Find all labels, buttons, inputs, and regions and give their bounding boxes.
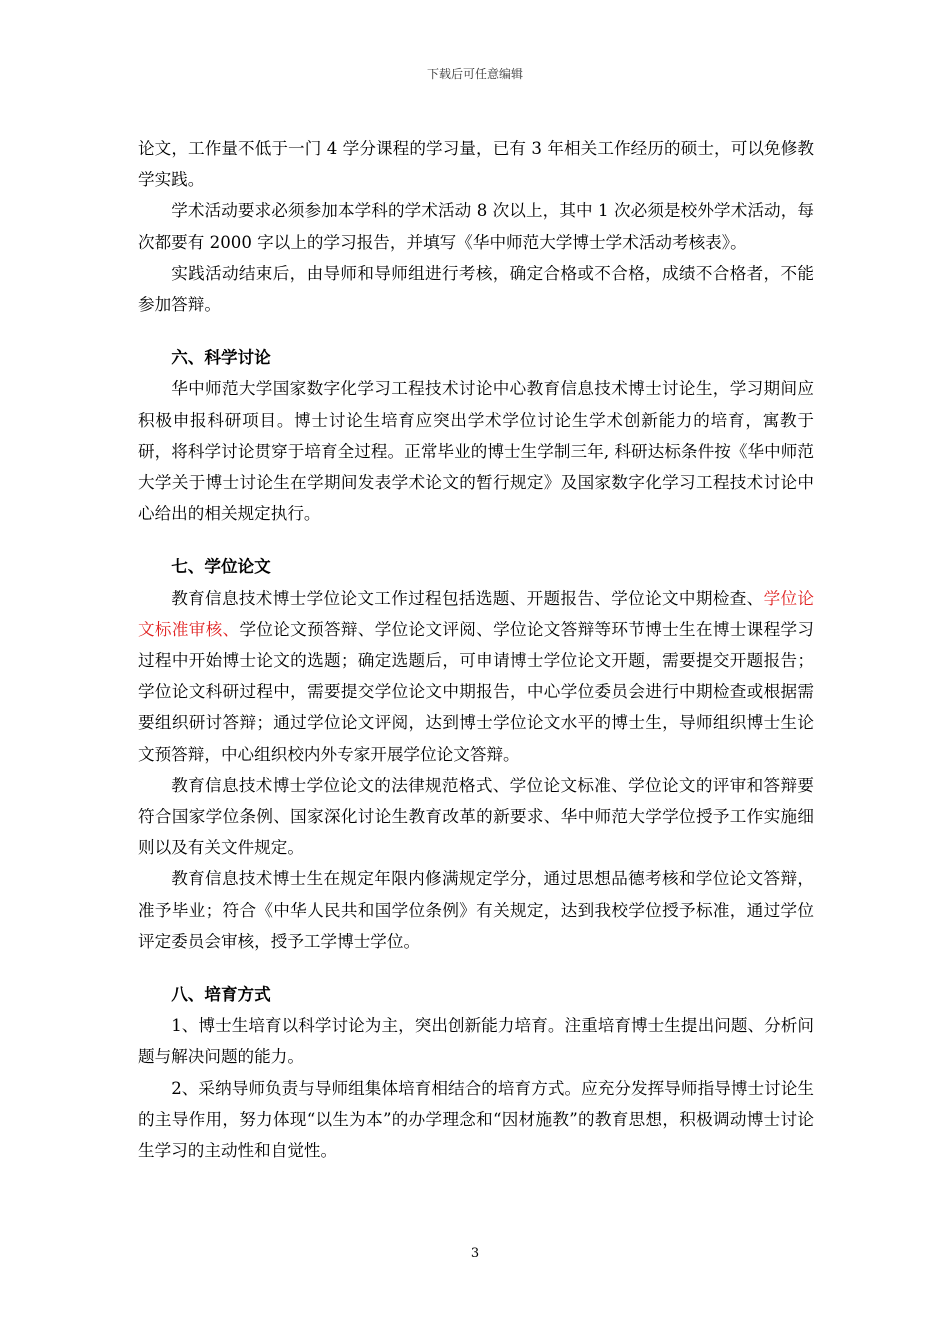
page-header: 下载后可任意编辑 xyxy=(426,67,523,81)
paragraph: 华中师范大学国家数字化学习工程技术讨论中心教育信息技术博士讨论生，学习期间应积极申报科研项目。博士讨论生培育应突出学术学位讨论生学术创新能力的培育，寓教于研，将科学讨论贯穿于培育全过程。正常毕业的博士生学制三年, 科研达标条件按《华中师范大学关于博士讨论生在学期间发表学术论文的暂行规定》及国家数字化学习工程技术讨论中心给出的相关规定执行。 xyxy=(138,379,814,524)
section-gap xyxy=(138,529,814,551)
paragraph xyxy=(138,583,814,770)
paragraph: 1、博士生培育以科学讨论为主，突出创新能力培育。注重培育博士生提出问题、分析问题与解决问题的能力。 xyxy=(138,1016,814,1067)
paragraph: 论文，工作量不低于一门 4 学分课程的学习量，已有 3 年相关工作经历的硕士，可以免修教学实践。 xyxy=(138,139,814,190)
section-heading-training: 八、培育方式 xyxy=(171,984,271,1005)
paragraph: 学术活动要求必须参加本学科的学术活动 8 次以上，其中 1 次必须是校外学术活动，每次都要有 2000 字以上的学习报告，并填写《华中师范大学博士学术活动考核表》。 xyxy=(138,201,814,252)
text-run: 教育信息技术博士学位论文工作过程包括选题、开题报告、学位论文中期检查、 xyxy=(171,588,764,608)
highlighted-text: 学位论文标准审核、 xyxy=(138,588,815,639)
paragraph: 实践活动结束后，由导师和导师组进行考核，确定合格或不合格，成绩不合格者，不能参加答辩。 xyxy=(138,263,814,315)
paragraph: 教育信息技术博士学位论文的法律规范格式、学位论文标准、学位论文的评审和答辩要符合国家学位条例、国家深化讨论生教育改革的新要求、华中师范大学学位授予工作实施细则以及有关文件规定。 xyxy=(138,775,814,858)
document-body xyxy=(138,133,814,1166)
section-heading-research: 六、科学讨论 xyxy=(171,347,271,368)
paragraph: 教育信息技术博士生在规定年限内修满规定学分，通过思想品德考核和学位论文答辩，准予毕业；符合《中华人民共和国学位条例》有关规定，达到我校学位授予标准，通过学位评定委员会审核，授予工学博士学位。 xyxy=(138,869,814,951)
paragraph: 2、采纳导师负责与导师组集体培育相结合的培育方式。应充分发挥导师指导博士讨论生的主导作用，努力体现“以生为本”的办学理念和“因材施教”的教育思想，积极调动博士讨论生学习的主动性和自觉性。 xyxy=(138,1078,814,1161)
section-gap xyxy=(138,320,814,342)
section-gap xyxy=(138,957,814,979)
section-heading-thesis: 七、学位论文 xyxy=(171,556,271,577)
page-number: 3 xyxy=(470,1246,480,1261)
text-run: 学位论文预答辩、学位论文评阅、学位论文答辩等环节博士生在博士课程学习过程中开始博士论文的选题；确定选题后，可申请博士学位论文开题，需要提交开题报告；学位论文科研过程中，需要提交学位论文中期报告，中心学位委员会进行中期检查或根据需要组织研讨答辩；通过学位论文评阅，达到博士学位论文水平的博士生，导师组织博士生论文预答辩，中心组织校内外专家开展学位论文答辩。 xyxy=(138,619,815,764)
